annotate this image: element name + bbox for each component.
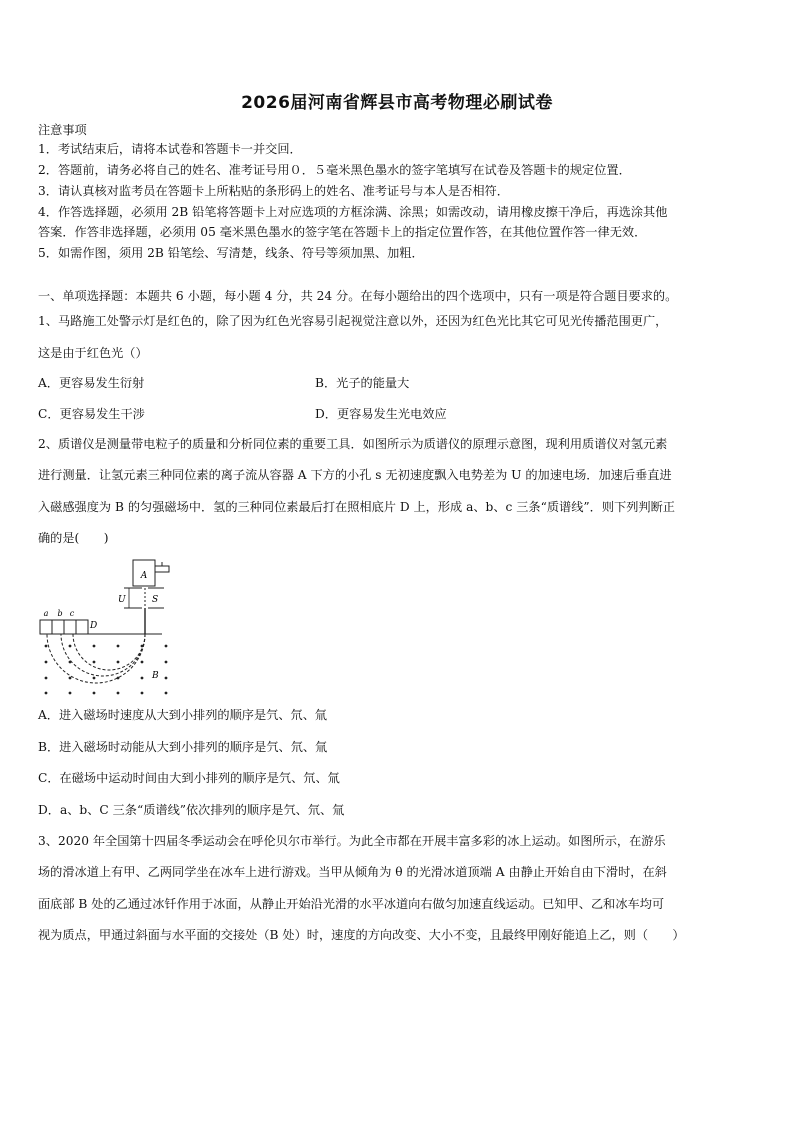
label-b: b (57, 609, 63, 618)
notice-item-4: 4．作答选择题，必须用 2B 铅笔将答题卡上对应选项的方框涂满、涂黑；如需改动，请用橡皮擦干净后，再选涂其他 (38, 205, 668, 219)
q3-stem-line-2: 场的滑冰道上有甲、乙两同学坐在冰车上进行游戏。当甲从倾角为 θ 的光滑冰道顶端 A 由静止开始自由下滑时，在斜 (38, 865, 667, 879)
label-B: B (152, 671, 159, 681)
q3-stem-line-3: 面底部 B 处的乙通过冰钎作用于冰面，从静止开始沿光滑的水平冰道向右做匀加速直线运动。已知甲、乙和冰车均可 (38, 897, 665, 911)
page-title: 2026届河南省辉县市高考物理必刷试卷 (241, 93, 553, 113)
trajectory-c (73, 634, 145, 670)
section-heading: 一、单项选择题：本题共 6 小题，每小题 4 分，共 24 分。在每小题给出的四个选项中，只有一项是符合题目要求的。 (38, 289, 678, 303)
q1-option-b: B．光子的能量大 (315, 376, 410, 390)
inlet-pipe (155, 566, 169, 572)
q2-option-a: A．进入磁场时速度从大到小排列的顺序是氕、氘、氚 (38, 708, 328, 722)
notice-heading: 注意事项 (38, 123, 87, 137)
mass-spectrometer-diagram (36, 558, 196, 698)
q3-stem-line-1: 3、2020 年全国第十四届冬季运动会在呼伦贝尔市举行。为此全市都在开展丰富多彩的冰上运动。如图所示，在游乐 (38, 834, 666, 848)
label-A: A (140, 571, 148, 581)
notice-item-1: 1．考试结束后，请将本试卷和答题卡一并交回． (38, 142, 302, 156)
label-S: S (152, 595, 159, 605)
q2-stem-line-2: 进行测量．让氢元素三种同位素的离子流从容器 A 下方的小孔 s 无初速度飘入电势差为 U 的加速电场．加速后垂直进 (38, 468, 672, 482)
q1-stem-line-1: 1、马路施工处警示灯是红色的，除了因为红色光容易引起视觉注意以外，还因为红色光比其它可见光传播范围更广， (38, 314, 668, 328)
notice-item-5: 5．如需作图，须用 2B 铅笔绘、写清楚，线条、符号等须加黑、加粗． (38, 246, 424, 260)
q3-stem-line-4: 视为质点，甲通过斜面与水平面的交接处（B 处）时，速度的方向改变、大小不变，且最终甲刚好能追上乙，则（ ） (38, 928, 685, 942)
label-U: U (118, 595, 126, 605)
notice-item-3: 3．请认真核对监考员在答题卡上所粘贴的条形码上的姓名、准考证号与本人是否相符． (38, 184, 509, 198)
magnetic-field-dots (45, 645, 168, 695)
label-a: a (43, 609, 49, 618)
notice-item-2: 2．答题前，请务必将自己的姓名、准考证号用０．５毫米黑色墨水的签字笔填写在试卷及答题卡的规定位置． (38, 163, 631, 177)
q1-option-d: D．更容易发生光电效应 (315, 407, 447, 421)
q2-stem-line-4: 确的是( ) (38, 531, 109, 545)
label-D: D (90, 621, 98, 631)
q1-option-c: C．更容易发生干涉 (38, 407, 145, 421)
notice-item-4-cont: 答案．作答非选择题，必须用 05 毫米黑色墨水的签字笔在答题卡上的指定位置作答，在其他位置作答一律无效． (38, 225, 647, 239)
q2-option-b: B．进入磁场时动能从大到小排列的顺序是氕、氘、氚 (38, 740, 328, 754)
q2-option-d: D．a、b、C 三条“质谱线”依次排列的顺序是氕、氘、氚 (38, 803, 345, 817)
q1-stem-line-2: 这是由于红色光（） (38, 346, 148, 360)
q1-option-a: A．更容易发生衍射 (38, 376, 145, 390)
q2-option-c: C．在磁场中运动时间由大到小排列的顺序是氕、氘、氚 (38, 771, 340, 785)
q2-stem-line-1: 2、质谱仪是测量带电粒子的质量和分析同位素的重要工具．如图所示为质谱仪的原理示意图，现利用质谱仪对氢元素 (38, 437, 668, 451)
label-c: c (69, 609, 75, 618)
q2-stem-line-3: 入磁感强度为 B 的匀强磁场中．氢的三种同位素最后打在照相底片 D 上，形成 a、b、c 三条“质谱线”．则下列判断正 (38, 500, 675, 514)
